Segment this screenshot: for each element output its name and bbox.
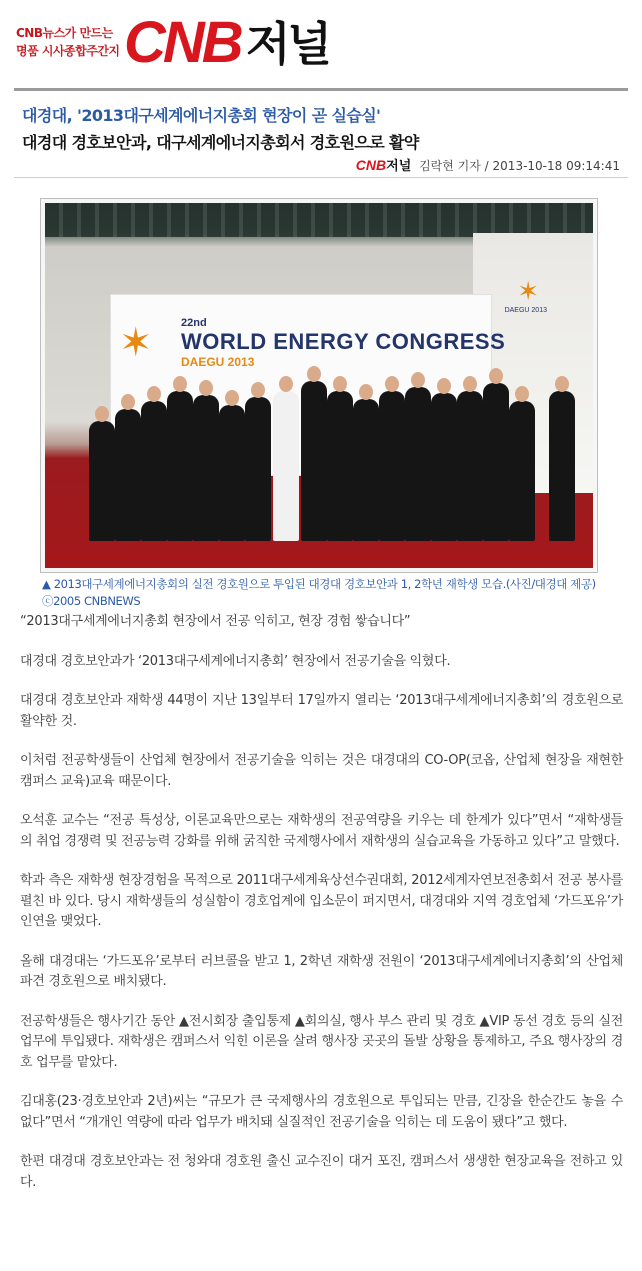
article-paragraph: 오석훈 교수는 “전공 특성상, 이론교육만으로는 재학생의 전공역량을 키우는 데 한계가 있다”면서 “재학생들의 취업 경쟁력 및 전공능력 강화를 위해 굵직한 국제행사에서 재학생의 실습교육을 가동하고 있다”고 말했다. <box>20 813 623 849</box>
article-paragraph: 올해 대경대는 ‘가드포유’로부터 러브콜을 받고 1, 2학년 재학생 전원이 ‘2013대구세계에너지총회’의 산업체 파견 경호원으로 배치됐다. <box>20 953 623 989</box>
person <box>141 401 167 541</box>
article-paragraph: 이처럼 전공학생들이 산업체 현장에서 전공기술을 익히는 것은 대경대의 CO-OP(코옵, 산업체 현장을 재현한 캠퍼스 교육)교육 때문이다. <box>20 753 623 789</box>
person <box>509 401 535 541</box>
article-paragraph: 전공학생들은 행사기간 동안 ▲전시회장 출입통제 ▲회의실, 행사 부스 관리 및 경호 ▲VIP 동선 경호 등의 실전 업무에 투입됐다. 재학생은 캠퍼스서 익힌 이론을 살려 행사장 곳곳의 돌발 상황을 통제하고, 주요 행사장의 경호 업무를 맡았다. <box>20 1013 623 1070</box>
person <box>115 409 141 541</box>
person <box>327 391 353 541</box>
side-logo-text: DAEGU 2013 <box>504 307 547 314</box>
person <box>549 391 575 541</box>
tagline-line-1: CNB뉴스가 만드는 <box>16 26 113 40</box>
masthead-tagline <box>16 24 120 60</box>
photo-ceiling <box>45 203 593 237</box>
byline-divider <box>14 177 628 178</box>
person <box>483 383 509 541</box>
person <box>353 399 379 541</box>
article-subheadline: 대경대 경호보안과, 대구세계에너지총회서 경호원으로 활약 <box>22 133 419 152</box>
byline-journal-logo: 저널 <box>386 159 412 174</box>
person <box>167 391 193 541</box>
banner-title: WORLD ENERGY CONGRESS <box>181 329 506 354</box>
person <box>89 421 115 541</box>
article-body <box>20 612 623 1212</box>
article-paragraph: 김대홍(23·경호보안과 2년)씨는 “규모가 큰 국제행사의 경호원으로 투입되는 만큼, 긴장을 한순간도 놓을 수 없다”면서 “개개인 역량에 따라 업무가 배치돼 실질적인 전공기술을 익히는 데 도움이 됐다”고 했다. <box>20 1094 623 1130</box>
tagline-line-2: 명품 시사종합주간지 <box>16 44 120 58</box>
person <box>431 393 457 541</box>
person <box>193 395 219 541</box>
article-headline: 대경대, '2013대구세계에너지총회 현장이 곧 실습실' <box>22 106 381 125</box>
article-byline <box>356 155 620 174</box>
person <box>379 391 405 541</box>
cnb-logo[interactable]: CNB <box>124 10 241 75</box>
article-paragraph: 대경대 경호보안과가 ‘2013대구세계에너지총회’ 현장에서 전공기술을 익혔다. <box>20 653 451 669</box>
photo-caption: ▲ 2013대구세계에너지총회의 실전 경호원으로 투입된 대경대 경호보안과 1, 2학년 재학생 모습.(사진/대경대 제공) ⓒ2005 CNBNEWS <box>42 577 596 608</box>
article-paragraph: 대경대 경호보안과 재학생 44명이 지난 13일부터 17일까지 열리는 ‘2013대구세계에너지총회’의 경호원으로 활약한 것. <box>20 693 623 729</box>
header-divider <box>14 88 628 91</box>
article-photo <box>45 203 593 568</box>
person <box>245 397 271 541</box>
person <box>219 405 245 541</box>
student-group <box>79 371 593 541</box>
star-logo-icon: ✶ <box>119 320 153 366</box>
person <box>457 391 483 541</box>
journal-logo[interactable]: 저널 <box>246 17 329 71</box>
person <box>301 381 327 541</box>
article-photo-frame <box>40 198 598 573</box>
person <box>273 391 299 541</box>
byline-text: 김락현 기자 / 2013-10-18 09:14:41 <box>419 159 620 173</box>
byline-cnb-logo: CNB <box>355 157 387 173</box>
article-paragraph: “2013대구세계에너지총회 현장에서 전공 익히고, 현장 경험 쌓습니다” <box>20 614 411 629</box>
article-paragraph: 학과 측은 재학생 현장경험을 목적으로 2011대구세계육상선수권대회, 2012세계자연보전총회서 전공 봉사를 펼친 바 있다. 당시 재학생들의 성실함이 경호업계에 입소문이 퍼지면서, 대경대와 지역 경호업체 ‘가드포유’가 인연을 맺었다. <box>20 873 623 929</box>
masthead <box>0 0 642 88</box>
banner-edition: 22nd <box>181 317 207 329</box>
article-paragraph: 한편 대경대 경호보안과는 전 청와대 경호원 출신 교수진이 대거 포진, 캠퍼스서 생생한 현장교육을 전하고 있다. <box>20 1154 623 1190</box>
side-star-logo-icon: ✶ <box>517 277 539 307</box>
banner-location: DAEGU 2013 <box>181 355 255 369</box>
person <box>405 387 431 541</box>
